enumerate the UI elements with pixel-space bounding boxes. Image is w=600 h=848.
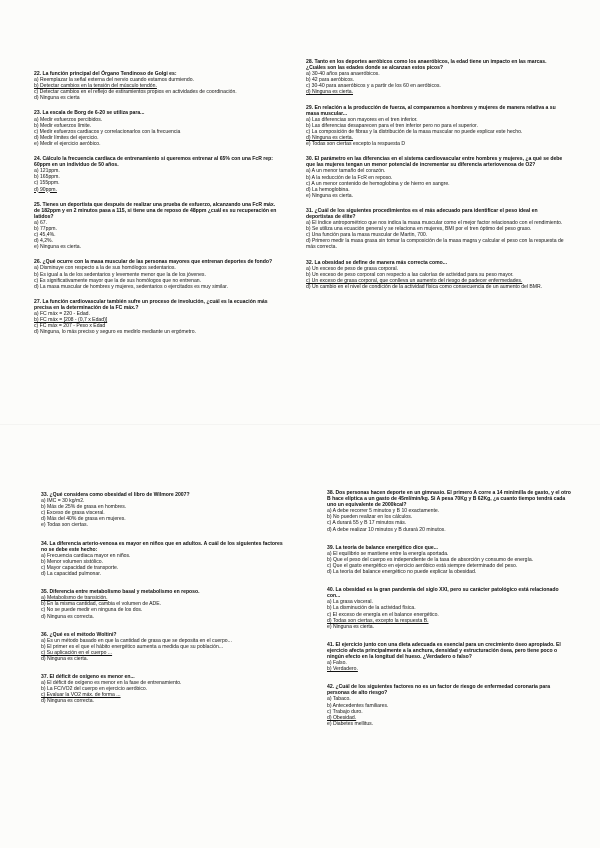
question-block [327,587,572,630]
question-text: 33. ¿Qué considera como obesidad el libro de Wilmore 2007? [41,492,190,498]
question-text: 36. ¿Qué es el método Woltini? [41,631,117,638]
answer-option: d) Ninguna es cierta [34,95,80,102]
answer-option: c) Exceso de grasa visceral. [41,510,105,517]
answer-option: d) Todas son ciertas, excepto la respuesta B. [327,617,429,624]
question-text: 27. La función cardiovascular también sufre un proceso de involución, ¿cuál es la ecuación más precisa en la determinación de la FC máx.? [34,298,268,311]
question-block [327,490,572,533]
answer-option: b) Menor volumen sistólico. [41,558,103,565]
question-text: 40. La obesidad es la gran pandemia del siglo XXI, pero su carácter patológico está relacionado con... [327,587,559,600]
answer-option: c) Medir esfuerzos cardiacos y correlacionarlos con la frecuencia [34,128,181,135]
answer-option: d) Un cambio en el nivel de condición de la actividad física como consecuencia de un aumento del BMR. [306,283,543,290]
answer-option: a) Tabaco. [327,696,351,703]
answer-option: a) Un exceso de peso de grasa corporal. [306,265,399,272]
answer-option: d) La hemoglobina. [306,186,350,193]
answer-option: d) La masa muscular de hombres y mujeres, sedentarios o ejercitados es muy similar. [34,283,228,290]
question-block [306,59,564,96]
question-text: 39. La teoría de balance energético dice que... [327,544,438,551]
answer-option: d) Ninguna es cierta. [306,89,354,96]
question-text: 32. La obesidad se define de manera más correcta como... [306,259,447,266]
question-block [41,541,286,578]
answer-option: e) Diabetes mellitus. [327,720,374,727]
answer-option: e) Ninguna es cierta. [327,623,375,630]
left-column-bottom [41,492,286,717]
answer-option: c) 30-40 para anaeróbicos y a partir de los 60 en aeróbicos. [306,83,441,90]
answer-option: b) Antecedentes familiares. [327,702,389,709]
answer-option: b) 165ppm. [34,174,60,181]
question-text: 38. Dos personas hacen deporte en un gimnasio. El primero A corre a 14 min/milla de gasto, y el otro B hace elíptica a un gasto de 45ml/min/kg. Si A pesa 70Kg y B 62Kg, ¿a cuanto tiempo tendrá cada uno un equivalente de 2000kcal? [327,490,571,509]
question-text: 31. ¿Cuál de los siguientes procedimientos es el más adecuado para identificar el peso ideal en deportistas de élite? [306,207,538,220]
answer-option: a) La grasa visceral. [327,599,373,606]
answer-option: b) 42 para aeróbicos. [306,77,355,84]
answer-option: d) Ninguna es cierta. [41,655,89,662]
answer-option: b) A la reducción de la FcR en reposo. [306,174,393,181]
answer-option: b) Un exceso de peso corporal con respecto a las calorías de actividad para su peso mayor. [306,271,514,278]
question-text: 22. La función principal del Órgano Tendinoso de Golgi es: [34,71,177,77]
question-block [41,674,286,704]
answer-option: c) Mayor capacidad de transporte. [41,564,119,571]
question-block [306,208,564,251]
answer-option: a) Es un método basado en que la cantidad de grasa que se deposita en el cuerpo... [41,637,232,644]
answer-option: a) Disminuye con respecto a la de sus homólogos sedentarios. [34,265,176,272]
question-text: 37. El déficit de oxígeno es menor en... [41,674,135,681]
answer-option: a) Reemplazar la señal externa del nervio cuando estamos durmiendo. [34,77,194,84]
question-text: 28. Tanto en los deportes aeróbicos como los anaeróbicos, la edad tiene un impacto en las marcas. ¿Cuáles son las edades donde se alcanzan estos picos? [306,59,547,72]
question-block [327,642,572,672]
answer-option: d) La teoría del balance energético no puede explicar la obesidad. [327,569,477,576]
question-block [34,156,279,193]
answer-option: d) A debe realizar 10 minutos y B durará 20 minutos. [327,526,446,533]
question-block [34,202,279,251]
question-block [306,156,564,199]
answer-option: a) Metabolismo de transición. [41,595,108,602]
question-block [327,684,572,727]
answer-option: d) 4,2%. [34,238,53,245]
answer-option: c) Una función para la masa muscular de Martin, 700. [306,232,428,239]
answer-option: b) En la misma cantidad, cambia el volumen de ADE. [41,601,162,608]
answer-option: a) 67. [34,219,48,226]
answer-option: a) Las diferencias son mayores en el tren inferior. [306,116,418,123]
question-text: 34. La diferencia arterio-venosa es mayor en niños que en adultos. A cuál de los siguientes factores no se debe este hecho: [41,540,283,553]
answer-option: d) Ninguna, lo más preciso y seguro es medirlo mediante un ergómetro. [34,329,196,336]
answer-option: c) Trabajo duro. [327,708,363,715]
answer-option: a) FC máx = 220 - Edad. [34,311,90,317]
answer-option: d) 90ppm. [34,186,57,193]
answer-option: b) Las diferencias desaparecen para el tren inferior pero no para el superior. [306,122,478,129]
answer-option: b) FC máx = [208 - (0,7 x Edad)] [34,317,108,324]
answer-option: c) Es significativamente mayor que la de sus homólogos que no entrenan. [34,277,202,284]
answer-option: c) Un exceso de grasa corporal, que conlleva un aumento del riesgo de padecer enfermedades. [306,277,523,284]
question-text: 24. Cálculo la frecuencia cardíaca de entrenamiento si queremos entrenar al 65% con una FcR rep: 60ppm en un individuo de 50 años. [34,156,273,169]
answer-option: d) Ninguna es correcta. [41,698,94,705]
answer-option: d) Ninguna es cierta. [306,135,354,142]
answer-option: d) Obesidad. [327,714,357,721]
answer-option: d) Más del 40% de grasa en mujeres. [41,516,126,523]
question-text: 35. Diferencia entre metabolismo basal y metabolismo en reposo. [41,589,200,596]
question-text: 30. El parámetro en las diferencias en el sistema cardiovascular entre hombres y mujeres, ¿a qué se debe que las mujeres tengan un menor potencial de incrementar su diferencia arteriovenosa de O2? [306,156,563,169]
answer-option: c) A durará 55 y B 17 minutos más. [327,520,407,527]
answer-option: c) Su aplicación en el cuerpo ... [41,649,113,656]
answer-option: a) IMC = 30 kg/m2. [41,498,85,505]
answer-option: a) El equilibrio se mantiene entre la energía aportada. [327,550,449,557]
answer-option: c) FC máx = 207 - Peso x Edad [34,323,106,330]
answer-option: c) El exceso de energía en el balance energético. [327,611,439,618]
question-block [306,260,564,290]
question-text: 29. En relación a la producción de fuerza, al compararnos a hombres y mujeres de manera relativa a su masa muscular... [306,104,556,117]
question-block [306,105,564,148]
answer-option: a) El déficit de oxígeno es menor en la fase de entrenamiento. [41,680,182,687]
answer-option: b) Se utiliza una ecuación general y se relaciona en mujeres, BMI por el tren óptimo del peso graso. [306,226,532,233]
answer-option: b) El primer es el que el hábito energético aumenta a medida que su población... [41,643,224,650]
answer-option: a) Medir esfuerzos percibidos. [34,116,103,123]
answer-option: c) La composición de fibras y la distribución de la masa muscular no puede explicar este hecho. [306,128,523,135]
left-column-top [34,71,279,344]
question-block [34,110,279,147]
question-block [34,299,279,336]
answer-option: e) Ninguna es cierta. [34,244,82,251]
answer-option: b) 77ppm. [34,225,57,232]
answer-option: e) Todas son ciertas. [41,522,88,529]
answer-option: a) A un menor tamaño del corazón. [306,168,386,175]
answer-option: b) La FC/VO2 del cuerpo en ejercicio aeróbico. [41,686,148,693]
page-fold [0,424,600,425]
question-text: 25. Tienes un deportista que después de realizar una prueba de esfuerzo, alcanzando una FcR máx. de 182ppm y en 2 minutos pasa a 115, si tiene una de reposo de 48ppm ¿cuál es su recuperación en latidos? [34,201,277,220]
answer-option: a) Frecuencia cardiaca mayor en niños. [41,552,131,559]
answer-option: c) 155ppm. [34,180,60,187]
answer-option: e) Medir el ejercicio aeróbico. [34,140,101,147]
answer-option: d) Ninguna es correcta. [41,613,94,620]
question-text: 41. El ejercicio junto con una dieta adecuada es esencial para un crecimiento óseo apropiado. El ejercicio afecta principalmente a la anchura, densidad y estructuración ósea, pero tiene poco o ningún efecto en la longitud del hueso. ¿Verdadero o falso? [327,641,561,660]
answer-option: c) Detectar cambios en el reflejo de estiramientos propios en actividades de coordinación. [34,89,237,96]
answer-option: e) Todas son ciertas excepto la respuesta D [306,141,406,148]
question-text: 23. La escala de Borg de 6-20 se utiliza para... [34,110,145,117]
answer-option: c) Evaluar la VO2 máx. de forma ... [41,692,121,699]
answer-option: b) Es igual a la de los sedentarios y levemente menor que la de los jóvenes. [34,271,206,278]
question-block [41,632,286,662]
answer-option: b) Detectar cambios en la tensión del músculo tendón. [34,83,157,90]
answer-option: c) 45,4%. [34,232,56,239]
answer-option: b) Que el peso del cuerpo es independiente de la tasa de absorción y consumo de energía. [327,556,534,563]
answer-option: d) Primero medir la masa grasa sin tomar la composición de la masa magra y calcular el peso con la respuesta de más correcta. [306,238,564,251]
answer-option: d) La capacidad pulmonar. [41,571,102,578]
answer-option: c) A un menor contenido de hemoglobina y de hierro en sangre. [306,180,450,187]
answer-option: a) 121ppm. [34,168,60,175]
question-text: 26. ¿Qué ocurre con la masa muscular de las personas mayores que entrenan deportes de fondo? [34,259,273,266]
answer-option: b) Medir esfuerzos límite. [34,122,92,129]
answer-option: a) Falso. [327,660,347,667]
question-block [34,259,279,289]
answer-option: b) No pueden realizar en los cálculos. [327,514,413,521]
answer-option: a) 30-40 años para anaeróbicos. [306,71,380,78]
answer-option: d) Medir límites del ejercicio. [34,134,99,141]
answer-option: a) El índice antropométrico que nos indica la masa muscular como el mejor factor relacionado con el rendimiento. [306,220,563,227]
answer-option: e) Ninguna es cierta. [306,192,354,199]
right-column-top [306,59,564,299]
answer-option: b) La disminución de la actividad física. [327,605,416,612]
question-block [41,492,286,529]
answer-option: a) A debe recorrer 5 minutos y B 10 exactamente. [327,508,440,515]
right-column-bottom [327,490,572,739]
question-block [41,589,286,619]
question-text: 42. ¿Cuál de los siguientes factores no es un factor de riesgo de enfermedad coronaria para personas de alto riesgo? [327,684,551,697]
answer-option: b) Más de 25% de grasa en hombres. [41,504,127,511]
answer-option: c) Que el gasto energético en ejercicio aeróbico está siempre determinado del peso. [327,562,518,569]
answer-option: b) Verdadero. [327,666,358,673]
question-block [34,71,279,101]
answer-option: c) No se puede medir en ninguna de los dos. [41,607,143,614]
question-block [327,545,572,575]
